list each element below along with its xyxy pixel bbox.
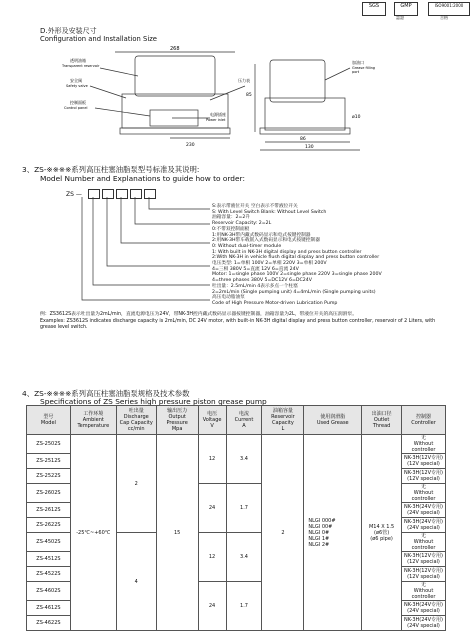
model-leader-lines [80,197,210,309]
expl-line: S:表示带液位开关 空白表示不带液位开关 [212,204,298,209]
cell-model: ZS-2522S [27,469,71,484]
cell-pressure: 15 [156,435,198,631]
header-voltage: 电压 Voltage V [198,406,226,435]
header-outlet: 出油口径 Outlet Thread [362,406,402,435]
cell-model: ZS-2512S [27,454,71,469]
expl-line: Reservoir Capacity: 2=2L [212,221,272,227]
cell-controller: 无 Without controller [402,533,446,552]
cert-text-2: 合格 [440,15,448,20]
model-prefix: ZS — [66,191,82,198]
cell-controller: NK-3H(12V专用) (12V special) [402,469,446,484]
section-3-title-en: Model Number and Explanations to guide how to order: [40,174,245,183]
section-d-title-cn: D.外形及安装尺寸 [40,27,97,35]
section-4-title-en: Specifications of ZS Series high pressure piston grease pump [40,397,267,406]
header-model: 型号 Model [27,406,71,435]
cell-voltage: 24 [198,484,226,533]
cell-controller: NK-3H(24V专用) (24V special) [402,616,446,631]
example-en: Examples: ZS3612S indicates discharge capacity is 2mL/min, DC 24V motor, with built-in NK-3H digital display and press button controller, reservoir of 2 Liters, with grease level switch. [40,319,436,330]
expl-line: 电压类型: 1=单相 100V 2=单相 220V 3=单相 200V [212,261,327,267]
cell-controller: NK-3H(24V专用) (24V special) [402,518,446,533]
table-header-row [27,406,446,435]
header-current: 电流 Current A [226,406,262,435]
reservoir-front [135,56,215,96]
expl-line: 4=three phases 380V 5=DC12V 6=DC24V [212,278,312,284]
expl-line: 0:不带双控制面板 [212,226,250,232]
section-d-title-en: Configuration and Installation Size [40,35,157,43]
expl-line: Motor: 1=single phase 100V 2=single phase 220V 3=single phase 200V [212,272,382,278]
svg-text:85: 85 [246,93,252,98]
cell-controller: NK-3H(12V专用) (12V special) [402,552,446,567]
expl-line: 2:用NK-3H带车载嵌入式数码显示和电式按键控制器 [212,238,320,244]
expl-line: Code of High Pressure Motor-driven Lubrication Pump [212,300,338,306]
header-reservoir: 油箱容量 Reservoir Capacity L [262,406,304,435]
cell-model: ZS-2602S [27,484,71,503]
expl-line: 高压电动脂油泵 [212,295,245,301]
header-logos [362,2,470,22]
section-4-title-cn: 4、ZS-※※※※系列高压柱塞油脂泵规格及技术参数 [22,389,190,398]
cert-text-1: 認證 [396,15,404,20]
cell-voltage: 12 [198,533,226,582]
header-grease: 使用润滑脂 Used Grease [304,406,362,435]
cell-model: ZS-4512S [27,552,71,567]
table-row [27,435,446,454]
svg-text:130: 130 [305,145,314,150]
model-explanations [212,204,382,307]
svg-text:230: 230 [186,143,195,148]
expl-line: 油箱容量：2=2升 [212,215,251,221]
svg-text:Transparent reservoir: Transparent reservoir [62,64,100,68]
section-3-title-cn: 3、ZS-※※※※系列高压柱塞油脂泵型号标准及其说明: [22,165,200,174]
header-controller: 控制器 Controller [402,406,446,435]
cell-grease: NLGI 000# NLGI 00# NLGI 0# NLGI 1# NLGI 2# [304,435,362,631]
svg-text:268: 268 [170,46,180,52]
cell-controller: NK-3H(24V专用) (24V special) [402,601,446,616]
spec-table [26,405,446,631]
header-pressure: 输出压力 Output Pressure Mpa [156,406,198,435]
cell-model: ZS-4622S [27,616,71,631]
cell-controller: NK-3H(12V专用) (12V special) [402,454,446,469]
cell-model: ZS-4612S [27,601,71,616]
svg-text:Power inlet: Power inlet [206,118,226,122]
cell-temperature: -25℃~+60℃ [70,435,116,631]
cell-current: 1.7 [226,484,262,533]
expl-line: 0: Without dual-timer module [212,243,282,249]
expl-line: 2:With NK-3H in vehicle flush digital display and press button controller [212,255,380,261]
cell-controller: 无 Without controller [402,484,446,503]
cell-voltage: 24 [198,582,226,631]
svg-text:port: port [352,70,360,74]
example-cn: 例：ZS3612S表示吐出量为2mL/min，直流电源电压为24V，带NK-3H控内藏式数码显示器按键控制器，油箱容量为2L，带液位开关的高压润滑泵。 [40,312,358,317]
cell-current: 1.7 [226,582,262,631]
cell-discharge: 2 [116,435,156,533]
svg-text:控制面板: 控制面板 [70,100,86,105]
cell-current: 3.4 [226,533,262,582]
svg-text:Control panel: Control panel [64,106,88,110]
cell-model: ZS-4502S [27,533,71,552]
svg-text:透明油箱: 透明油箱 [70,58,86,63]
sgs-logo: SGS [362,2,386,16]
cell-model: ZS-2502S [27,435,71,454]
cell-voltage: 12 [198,435,226,484]
cell-controller: NK-3H(24V专用) (24V special) [402,503,446,518]
cell-controller: 无 Without controller [402,435,446,454]
cell-model: ZS-2622S [27,518,71,533]
header-temperature: 工作环境 Ambient Temperature [70,406,116,435]
cell-current: 3.4 [226,435,262,484]
cell-model: ZS-4522S [27,567,71,582]
expl-line: 1:用NK-3H带内藏式数码显示和电式按键控制器 [212,232,311,238]
expl-line: 2=2mL/min (Single pumping unit) 4=4mL/min (Single pumping units) [212,289,376,295]
cell-controller: NK-3H(12V专用) (12V special) [402,567,446,582]
header-discharge: 吐出量 Discharge Cap Capacity cc/min [116,406,156,435]
svg-text:Safety valve: Safety valve [66,84,88,88]
reservoir-side [270,60,325,102]
cell-discharge: 4 [116,533,156,631]
gmp-logo: GMP [394,2,418,16]
pump-body-side [265,98,345,130]
svg-text:电源插座: 电源插座 [210,112,226,117]
svg-text:压力表: 压力表 [238,78,250,83]
svg-text:安全阀: 安全阀 [70,78,82,83]
cell-outlet: M14 X 1.5 (ø6管) (ø6 pipe) [362,435,402,631]
installation-drawing [60,46,390,154]
expl-line: S: With Level Switch Blank: Without Level Switch [212,209,327,215]
cell-reservoir: 2 [262,435,304,631]
iso-logo: ISO9001:2000 [428,2,470,16]
expl-line: 吐出量：2.5mL/min 4表示多点一个柱塞 [212,283,298,289]
cell-model: ZS-2612S [27,503,71,518]
svg-text:86: 86 [300,137,306,142]
cell-model: ZS-4602S [27,582,71,601]
svg-text:ø10: ø10 [352,115,361,120]
expl-line: 1: With built in NK-3H digital display and press button controller [212,249,362,255]
svg-text:加油口: 加油口 [352,60,364,65]
cell-controller: 无 Without controller [402,582,446,601]
svg-text:Grease filling: Grease filling [352,66,376,70]
expl-line: 4=三相 380V 5=直流 12V 6=直流 24V [212,266,299,272]
